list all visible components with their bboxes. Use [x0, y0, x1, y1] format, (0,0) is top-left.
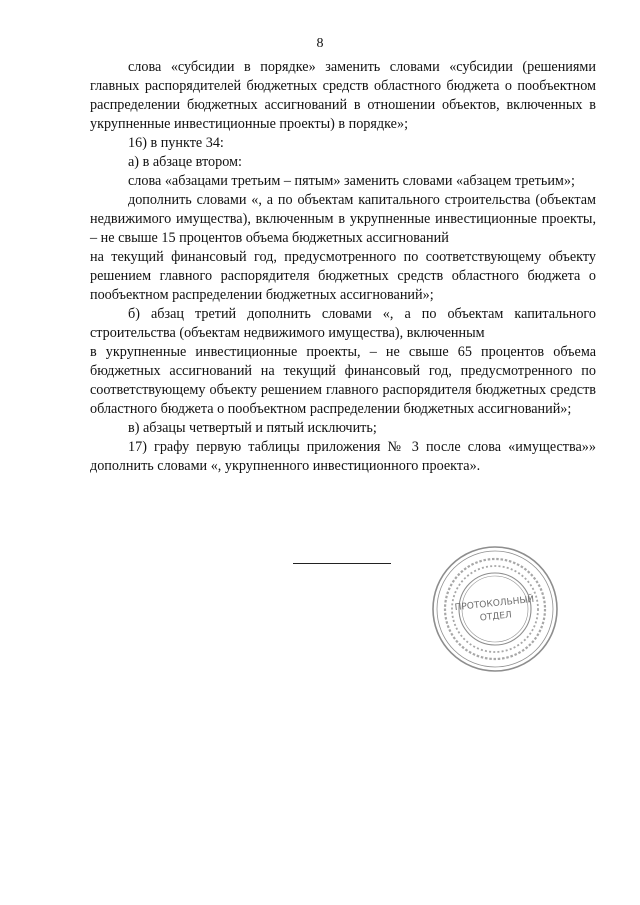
stamp-center-text-line2: ОТДЕЛ	[479, 610, 513, 624]
separator-line	[293, 563, 391, 564]
protocol-department-stamp	[430, 544, 560, 674]
paragraph: в укрупненные инвестиционные проекты, – не свыше 65 процентов объема бюджетных ассигнований на текущий финансовый год, предусмотренного по соответствующему объекту решением главного распорядителя бюджетных средств областного бюджета о пообъектном распределении бюджетных ассигнований»;	[90, 344, 596, 417]
paragraph: в) абзацы четвертый и пятый исключить;	[128, 420, 377, 436]
stamp-center-text-line1: ПРОТОКОЛЬНЫЙ	[454, 594, 535, 614]
paragraph: 16) в пункте 34:	[128, 135, 224, 151]
paragraph: б) абзац третий дополнить словами «, а по объектам капитального строительства (объектам недвижимого имущества), включенным	[90, 306, 596, 341]
paragraph: слова «субсидии в порядке» заменить словами «субсидии (решениями главных распорядителей бюджетных средств областного бюджета о пообъектном распределении бюджетных ассигнований в отношении объектов, включенных в укрупненные инвестиционные проекты) в порядке»;	[90, 59, 596, 132]
paragraph: слова «абзацами третьим – пятым» заменить словами «абзацем третьим»;	[128, 173, 575, 189]
page-number: 8	[316, 36, 324, 51]
paragraph: на текущий финансовый год, предусмотренного по соответствующему объекту решением главного распорядителя бюджетных средств областного бюджета о пообъектном распределении бюджетных ассигнований»;	[90, 249, 596, 303]
document-body	[90, 58, 596, 476]
paragraph: 17) графу первую таблицы приложения № 3 после слова «имущества»» дополнить словами «, укрупненного инвестиционного проекта».	[90, 439, 596, 474]
paragraph: а) в абзаце втором:	[128, 154, 242, 170]
paragraph: дополнить словами «, а по объектам капитального строительства (объектам недвижимого имущества), включенным в укрупненные инвестиционные проекты, – не свыше 15 процентов объема бюджетных ассигнований	[90, 192, 596, 246]
